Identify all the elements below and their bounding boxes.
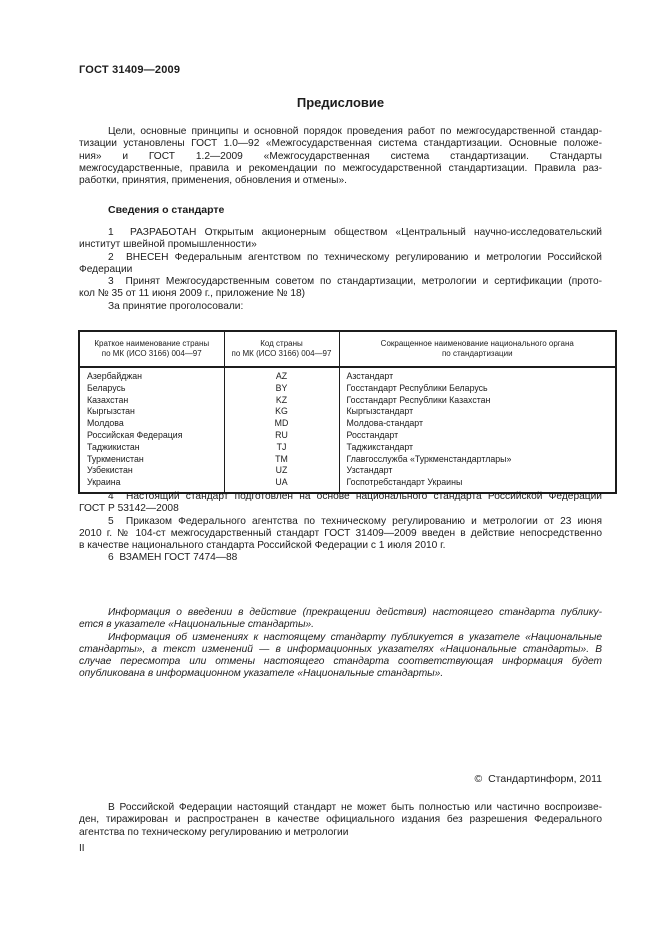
table-header-cell: [224, 331, 339, 367]
text-line: Федерации: [79, 263, 133, 275]
copyright-line: © Стандартинформ, 2011: [474, 773, 602, 785]
country-name-cell: Таджикистан: [87, 441, 140, 452]
standard-code: ГОСТ 31409—2009: [79, 64, 181, 76]
text-line: 2 ВНЕСЕН Федеральным агентством по техническому регулированию и метрологии Российской: [108, 251, 602, 263]
table-header-line: по МК (ИСО 3166) 004—97: [231, 349, 332, 358]
text-line: ден, тиражирован и распространен в качестве официального издания без разрешения Федерального: [79, 814, 602, 826]
country-code-cell: KZ: [224, 395, 339, 407]
text-line: 1 РАЗРАБОТАН Открытым акционерным обществом «Центральный научно-исследовательский: [108, 227, 602, 238]
country-code-cell: MD: [224, 418, 339, 430]
text-line: агентства по техническому регулированию и метрологии: [79, 826, 349, 838]
text-line: 4 Настоящий стандарт подготовлен на основе национального стандарта Российской Федерации: [108, 491, 602, 502]
standard-info-list: [79, 227, 602, 313]
text-line: межгосударственные, правила и рекомендации по межгосударственной стандартизации. Правила раз-: [79, 162, 602, 174]
text-line: Информация об изменениях к настоящему стандарту публикуется в указателе «Национальные: [108, 631, 602, 643]
text-line: в качестве национального стандарта Российской Федерации с 1 июля 2010 г.: [79, 540, 446, 552]
org-name-cell: Госстандарт Республики Казахстан: [339, 395, 616, 407]
intro-paragraph: [79, 126, 602, 187]
text-line: ГОСТ Р 53142—2008: [79, 503, 179, 515]
text-line: кол № 35 от 11 июня 2009 г., приложение № 18): [79, 288, 306, 300]
country-code-cell: BY: [224, 383, 339, 395]
text-line: 3 Принят Межгосударственным советом по стандартизации, метрологии и сертификации (прото-: [108, 276, 602, 288]
table-header-row: [79, 331, 616, 367]
text-line: В Российской Федерации настоящий стандарт не может быть полностью или частично воспроизве-: [108, 802, 602, 813]
org-name-cell: Кыргызстандарт: [339, 406, 616, 418]
text-line: 6 ВЗАМЕН ГОСТ 7474—88: [108, 552, 238, 564]
org-name-cell: Госпотребстандарт Украины: [339, 477, 616, 493]
table-header-line: по стандартизации: [441, 349, 513, 358]
table-header-line: Сокращенное наименование национального органа: [380, 339, 574, 348]
text-line: тизации установлены ГОСТ 1.0—92 «Межгосударственная система стандартизации. Основные положе-: [79, 138, 602, 150]
country-code-cell: UZ: [224, 465, 339, 477]
table-row: [79, 418, 616, 430]
table-row: [79, 406, 616, 418]
org-name-cell: Молдова-стандарт: [339, 418, 616, 430]
table-row: [79, 465, 616, 477]
adoption-info-list: [79, 491, 602, 565]
text-line: работки, принятия, применения, обновления и отмены».: [79, 175, 347, 187]
country-name-cell: Беларусь: [87, 382, 126, 393]
section-heading: Сведения о стандарте: [108, 204, 225, 216]
table-header-cell: [79, 331, 224, 367]
country-code-cell: TJ: [224, 442, 339, 454]
table-row: [79, 367, 616, 383]
text-line: Цели, основные принципы и основной порядок проведения работ по межгосударственной стандар-: [108, 126, 602, 137]
footer-restriction: [79, 802, 602, 839]
country-name-cell: Молдова: [87, 418, 124, 429]
table-header-line: по МК (ИСО 3166) 004—97: [101, 349, 202, 358]
country-code-cell: KG: [224, 406, 339, 418]
org-name-cell: Главгосслужба «Туркменстандартлары»: [339, 454, 616, 466]
page-title: Предисловие: [296, 95, 385, 110]
info-notice: [79, 607, 602, 681]
table-row: [79, 383, 616, 395]
country-name-cell: Узбекистан: [87, 465, 133, 476]
country-code-cell: RU: [224, 430, 339, 442]
country-code-cell: UA: [224, 477, 339, 493]
text-line: Информация о введении в действие (прекращении действия) настоящего стандарта публику-: [108, 607, 602, 618]
country-name-cell: Туркменистан: [87, 453, 144, 464]
country-code-cell: AZ: [224, 367, 339, 383]
text-line: За принятие проголосовали:: [108, 300, 244, 312]
table-header-cell: [339, 331, 616, 367]
text-line: опубликована в информационном указателе «Национальные стандарты».: [79, 668, 444, 680]
country-code-cell: TM: [224, 454, 339, 466]
text-line: институт швейной промышленности»: [79, 239, 257, 251]
table-row: [79, 430, 616, 442]
table-header-line: Код страны: [260, 339, 303, 348]
org-name-cell: Азстандарт: [339, 367, 616, 383]
country-name-cell: Украина: [87, 477, 121, 488]
page-number: II: [79, 843, 85, 854]
country-name-cell: Казахстан: [87, 394, 129, 405]
vote-table: [78, 330, 617, 494]
table-row: [79, 454, 616, 466]
country-name-cell: Российская Федерация: [87, 429, 183, 440]
org-name-cell: Таджикстандарт: [339, 442, 616, 454]
country-name-cell: Кыргызстан: [87, 406, 135, 417]
text-line: 5 Приказом Федерального агентства по техническому регулированию и метрологии от 23 июня: [108, 515, 602, 527]
text-line: ния» и ГОСТ 1.2—2009 «Межгосударственная система стандартизации. Стандарты: [79, 150, 602, 162]
table-row: [79, 395, 616, 407]
org-name-cell: Росстандарт: [339, 430, 616, 442]
table-header-line: Краткое наименование страны: [94, 339, 210, 348]
table-row: [79, 442, 616, 454]
org-name-cell: Госстандарт Республики Беларусь: [339, 383, 616, 395]
country-name-cell: Азербайджан: [87, 371, 142, 381]
text-line: случае пересмотра или отмены настоящего стандарта соответствующая информация будет: [79, 656, 602, 668]
org-name-cell: Узстандарт: [339, 465, 616, 477]
text-line: 2010 г. № 104-ст межгосударственный стандарт ГОСТ 31409—2009 введен в действие непосредственно: [79, 527, 602, 539]
text-line: ется в указателе «Национальные стандарты».: [79, 619, 315, 631]
text-line: стандарты», а текст изменений — в информационных указателях «Национальные стандарты». В: [79, 643, 602, 655]
